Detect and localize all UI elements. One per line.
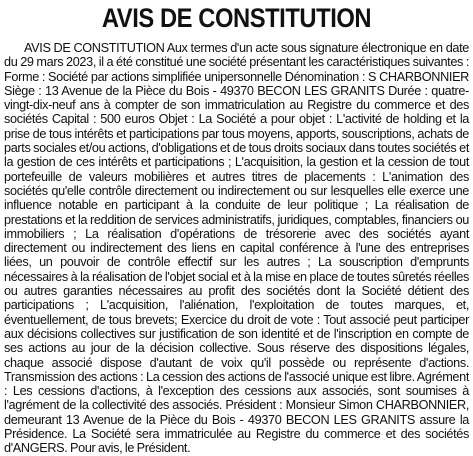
- notice-title: AVIS DE CONSTITUTION: [101, 3, 372, 33]
- notice-body: AVIS DE CONSTITUTION Aux termes d'un acte sous signature électronique en date du 29 mars 2023, il a été constitué une société présentant les caractéristiques suivantes : Forme : Société par actions simplifiée unipersonnelle Dénomination : S CHARBONNIER Siège : 13 Avenue de la Pièce du Bois - 49370 BECON LES GRANITS Durée : quatre-vingt-dix-neuf ans à compter de son immatriculation au Registre du commerce et des sociétés Capital : 500 euros Objet : La Société a pour objet : L'activité de holding et la prise de tous intérêts et participations par tous moyens, apports, souscriptions, achats de parts sociales et/ou actions, d'obligations et de tous droits sociaux dans toutes sociétés et la gestion de ces intérêts et participations ; L'acquisition, la gestion et la cession de tout portefeuille de valeurs mobilières et autres titres de placements : L'animation des sociétés qu'elle contrôle directement ou indirectement ou sur lesquelles elle exerce une influence notable en participant à la conduite de leur politique ; La réalisation de prestations et la reddition de services administratifs, juridiques, comptables, financiers ou immobiliers ; La réalisation d'opérations de trésorerie avec des sociétés ayant directement ou indirectement des liens en capital conférence à l'une des entreprises liées, un pouvoir de contrôle effectif sur les autres ; La souscription d'emprunts nécessaires à la réalisation de l'objet social et à la mise en place de toutes sûretés réelles ou autres garanties nécessaires au profit des sociétés dont la Société détient des participations ; L'acquisition, l'aliénation, l'exploitation de toutes marques, et, éventuellement, de tous brevets; Exercice du droit de vote : Tout associé peut participer aux décisions collectives sur justification de son identité et de l'inscription en compte de ses actions au jour de la décision collective. Sous réserve des dispositions légales, chaque associé dispose d'autant de voix qu'il possède ou représente d'actions. Transmission des actions : La cession des actions de l'associé unique est libre. Agrément : Les cessions d'actions, à l'exception des cessions aux associés, sont soumises à l'agrément de la collectivité des associés. Président : Monsieur Simon CHARBONNIER, demeurant 13 Avenue de la Pièce du Bois - 49370 BECON LES GRANITS assure la Présidence. La Société sera immatriculée au Registre du commerce et des sociétés d'ANGERS. Pour avis, le Président.: [4, 41, 469, 456]
